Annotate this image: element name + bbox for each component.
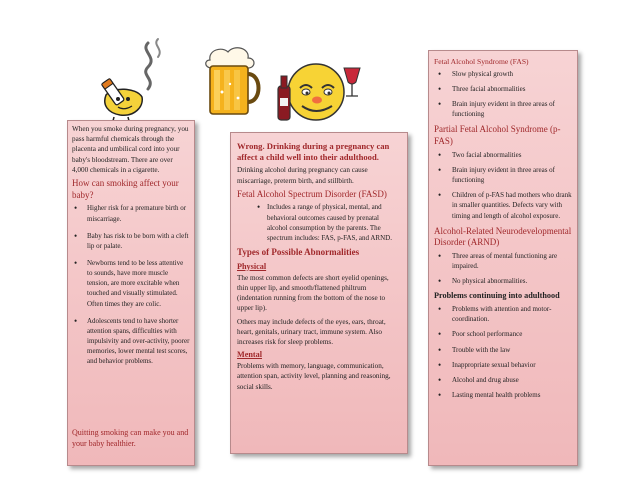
alcohol-disorders-panel	[428, 50, 578, 466]
list-item: • Lasting mental health problems	[434, 390, 572, 400]
list-item: • Slow physical growth	[434, 69, 572, 79]
fasd-list	[237, 202, 401, 243]
physical-text-2: Others may include defects of the eyes, ears, throat, heart, genitals, urinary tract, immune system. Also increases risk for sleep problems.	[237, 317, 386, 347]
physical-text-1: The most common defects are short eyelid openings, thin upper lip, and smooth/flattened philtrum (indentation running from the bottom of the nose to upper lip).	[237, 273, 389, 313]
list-item: • Children of p-FAS had mothers who drank in smaller quantities. Defects vary with timing and length of alcohol exposure.	[434, 190, 572, 220]
list-item: • Inappropriate sexual behavior	[434, 360, 572, 370]
arnd-list	[434, 251, 572, 286]
list-item: • Brain injury evident in three areas of functioning	[434, 165, 572, 185]
mental-heading: Mental	[237, 350, 263, 360]
types-heading: Types of Possible Abnormalities	[237, 247, 360, 258]
list-item: • Newborns tend to be less attentive to sounds, have more muscle tension, are more excitable when touched and visually stimulated. Often times they are colic.	[72, 258, 190, 309]
quitting-closing-text: Quitting smoking can make you and your baby healthier.	[72, 427, 189, 448]
mental-text: Problems with memory, language, communication, attention span, activity level, planning and reasoning, social skills.	[237, 362, 391, 391]
adulthood-heading: Problems continuing into adulthood	[434, 291, 560, 301]
smoking-question-heading: How can smoking affect your baby?	[72, 178, 179, 200]
smoking-panel	[67, 120, 195, 466]
pfas-heading: Partial Fetal Alcohol Syndrome (p-FAS)	[434, 124, 561, 147]
list-item: • Includes a range of physical, mental, and behavioral outcomes caused by prenatal alcohol consumption by the parents. The spectrum includes: FAS, p-FAS, and ARND.	[237, 202, 401, 243]
fas-list	[434, 69, 572, 120]
list-item: • Baby has risk to be born with a cleft lip or palate.	[72, 231, 190, 251]
fasd-heading: Fetal Alcohol Spectrum Disorder (FASD)	[237, 188, 387, 199]
list-item: • Trouble with the law	[434, 345, 572, 355]
wrong-lead-heading: Wrong. Drinking during a pregnancy can affect a child well into their adulthood.	[237, 141, 390, 163]
drunk-face-clipart	[270, 58, 366, 128]
physical-heading: Physical	[237, 261, 267, 271]
list-item: • Poor school performance	[434, 329, 572, 339]
list-item: • Problems with attention and motor-coordination.	[434, 304, 572, 324]
cigarette-clipart	[92, 35, 172, 120]
list-item: • Alcohol and drug abuse	[434, 375, 572, 385]
list-item: • Three facial abnormalities	[434, 84, 572, 94]
beer-mug-clipart	[200, 42, 266, 120]
arnd-heading: Alcohol-Related Neurodevelopmental Disorder (ARND)	[434, 225, 572, 248]
lead-text: Drinking alcohol during pregnancy can cause miscarriage, preterm birth, and stillbirth.	[237, 166, 368, 185]
list-item: • Adolescents tend to have shorter attention spans, difficulties with impulsivity and over-activity, poorer memories, lower mental test scores, and behavior problems.	[72, 316, 190, 367]
fas-heading: Fetal Alcohol Syndrome (FAS)	[434, 57, 529, 66]
list-item: • Three areas of mental functioning are impaired.	[434, 251, 572, 271]
alcohol-panel	[230, 132, 408, 454]
smoking-effects-list	[72, 203, 190, 366]
list-item: • Higher risk for a premature birth or miscarriage.	[72, 203, 190, 223]
smoking-intro: When you smoke during pregnancy, you pass harmful chemicals through the placenta and umbilical cord into your baby's bloodstream. There are over 4,000 chemicals in a cigarette.	[72, 125, 189, 174]
list-item: • No physical abnormalities.	[434, 276, 572, 286]
list-item: • Two facial abnormalities	[434, 150, 572, 160]
adulthood-list	[434, 304, 572, 400]
pfas-list	[434, 150, 572, 221]
list-item: • Brain injury evident in three areas of functioning	[434, 99, 572, 119]
